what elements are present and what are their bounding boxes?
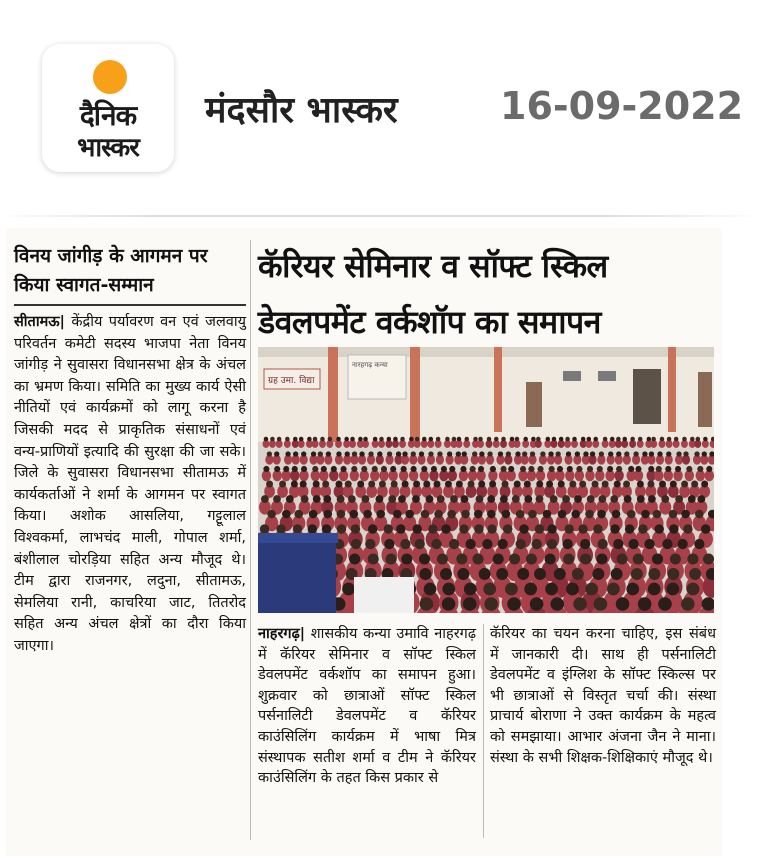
photo-banner-text: नारहगढ़ कन्या <box>352 361 388 369</box>
main-article-column-1 <box>258 624 476 789</box>
edition-title: मंदसौर भास्कर <box>205 90 398 131</box>
column-rule <box>250 240 251 840</box>
photo-sign-text: ग्रह उमा. विद्या <box>268 376 315 386</box>
header-divider <box>0 215 759 217</box>
sun-icon <box>93 60 127 94</box>
main-article-location: नाहरगढ़| <box>258 626 306 642</box>
left-article-body <box>14 312 246 658</box>
logo-text-line2: भास्कर <box>77 133 139 163</box>
main-article-text-1: शासकीय कन्या उमावि नाहरगढ़ में कॅरियर सेमिनार व सॉफ्ट स्किल डेवलपमेंट वर्कशॉप का समापन हुआ। शुक्रवार को छात्राओं सॉफ्ट स्किल पर्सनालिटी डेवलपमेंट व कॅरियर काउंसिलिंग कार्यक्रम में भाषा मित्र संस्थापक सतीश शर्मा व टीम ने कॅरियर काउंसिलिंग के तहत किस प्रकार से <box>258 626 476 787</box>
left-headline-rule <box>14 304 246 306</box>
left-article-location: सीतामऊ| <box>14 314 65 330</box>
edition-date: 16-09-2022 <box>500 84 744 128</box>
main-article-headline: कॅरियर सेमिनार व सॉफ्ट स्किल डेवलपमेंट वर्कशॉप का समापन <box>258 247 608 341</box>
main-article-column-2: कॅरियर का चयन करना चाहिए, इस संबंध में जानकारी दी। साथ ही पर्सनालिटी डेवलपमेंट व इंग्लिश के सॉफ्ट स्किल्स पर भी छात्राओं से विस्तृत चर्चा की। संस्था प्राचार्य बोराणा ने उक्त कार्यक्रम के महत्व को समझाया। आभार अंजना जैन ने माना। संस्था के सभी शिक्षक-शिक्षिकाएं मौजूद थे। <box>490 626 716 766</box>
dainik-bhaskar-logo <box>42 44 174 172</box>
left-article-headline: विनय जांगीड़ के आगमन पर किया स्वागत-सम्मान <box>14 245 208 296</box>
event-photo <box>258 347 714 613</box>
logo-text-line1: दैनिक <box>79 99 137 132</box>
left-article-text: केंद्रीय पर्यावरण वन एवं जलवायु परिवर्तन कमेटी सदस्य भाजपा नेता विनय जांगीड़ ने सुवासरा विधानसभा क्षेत्र के अंचल का भ्रमण किया। समिति का मुख्य कार्य ऐसी नीतियों एवं कार्यक्रमों को लागू करना है जिसकी मदद से प्राकृतिक संसाधनों एवं वन्य-प्राणियों इत्यादि की सुरक्षा की जा सके। जिले के सुवासरा विधानसभा सीतामऊ में कार्यकर्ताओं ने शर्मा के आगमन पर स्वागत किया। अशोक आसलिया, गट्टूलाल विश्वकर्मा, लाभचंद माली, गोपाल शर्मा, बंशीलाल चोरड़िया सहित अन्य मौजूद थे। टीम द्वारा राजनगर, लदुना, सीतामऊ, सेमलिया रानी, काचरिया जाट, तितरोद सहित अन्य अंचल क्षेत्रों का दौरा किया जाएगा। <box>14 314 246 654</box>
column-rule-2 <box>483 624 484 838</box>
